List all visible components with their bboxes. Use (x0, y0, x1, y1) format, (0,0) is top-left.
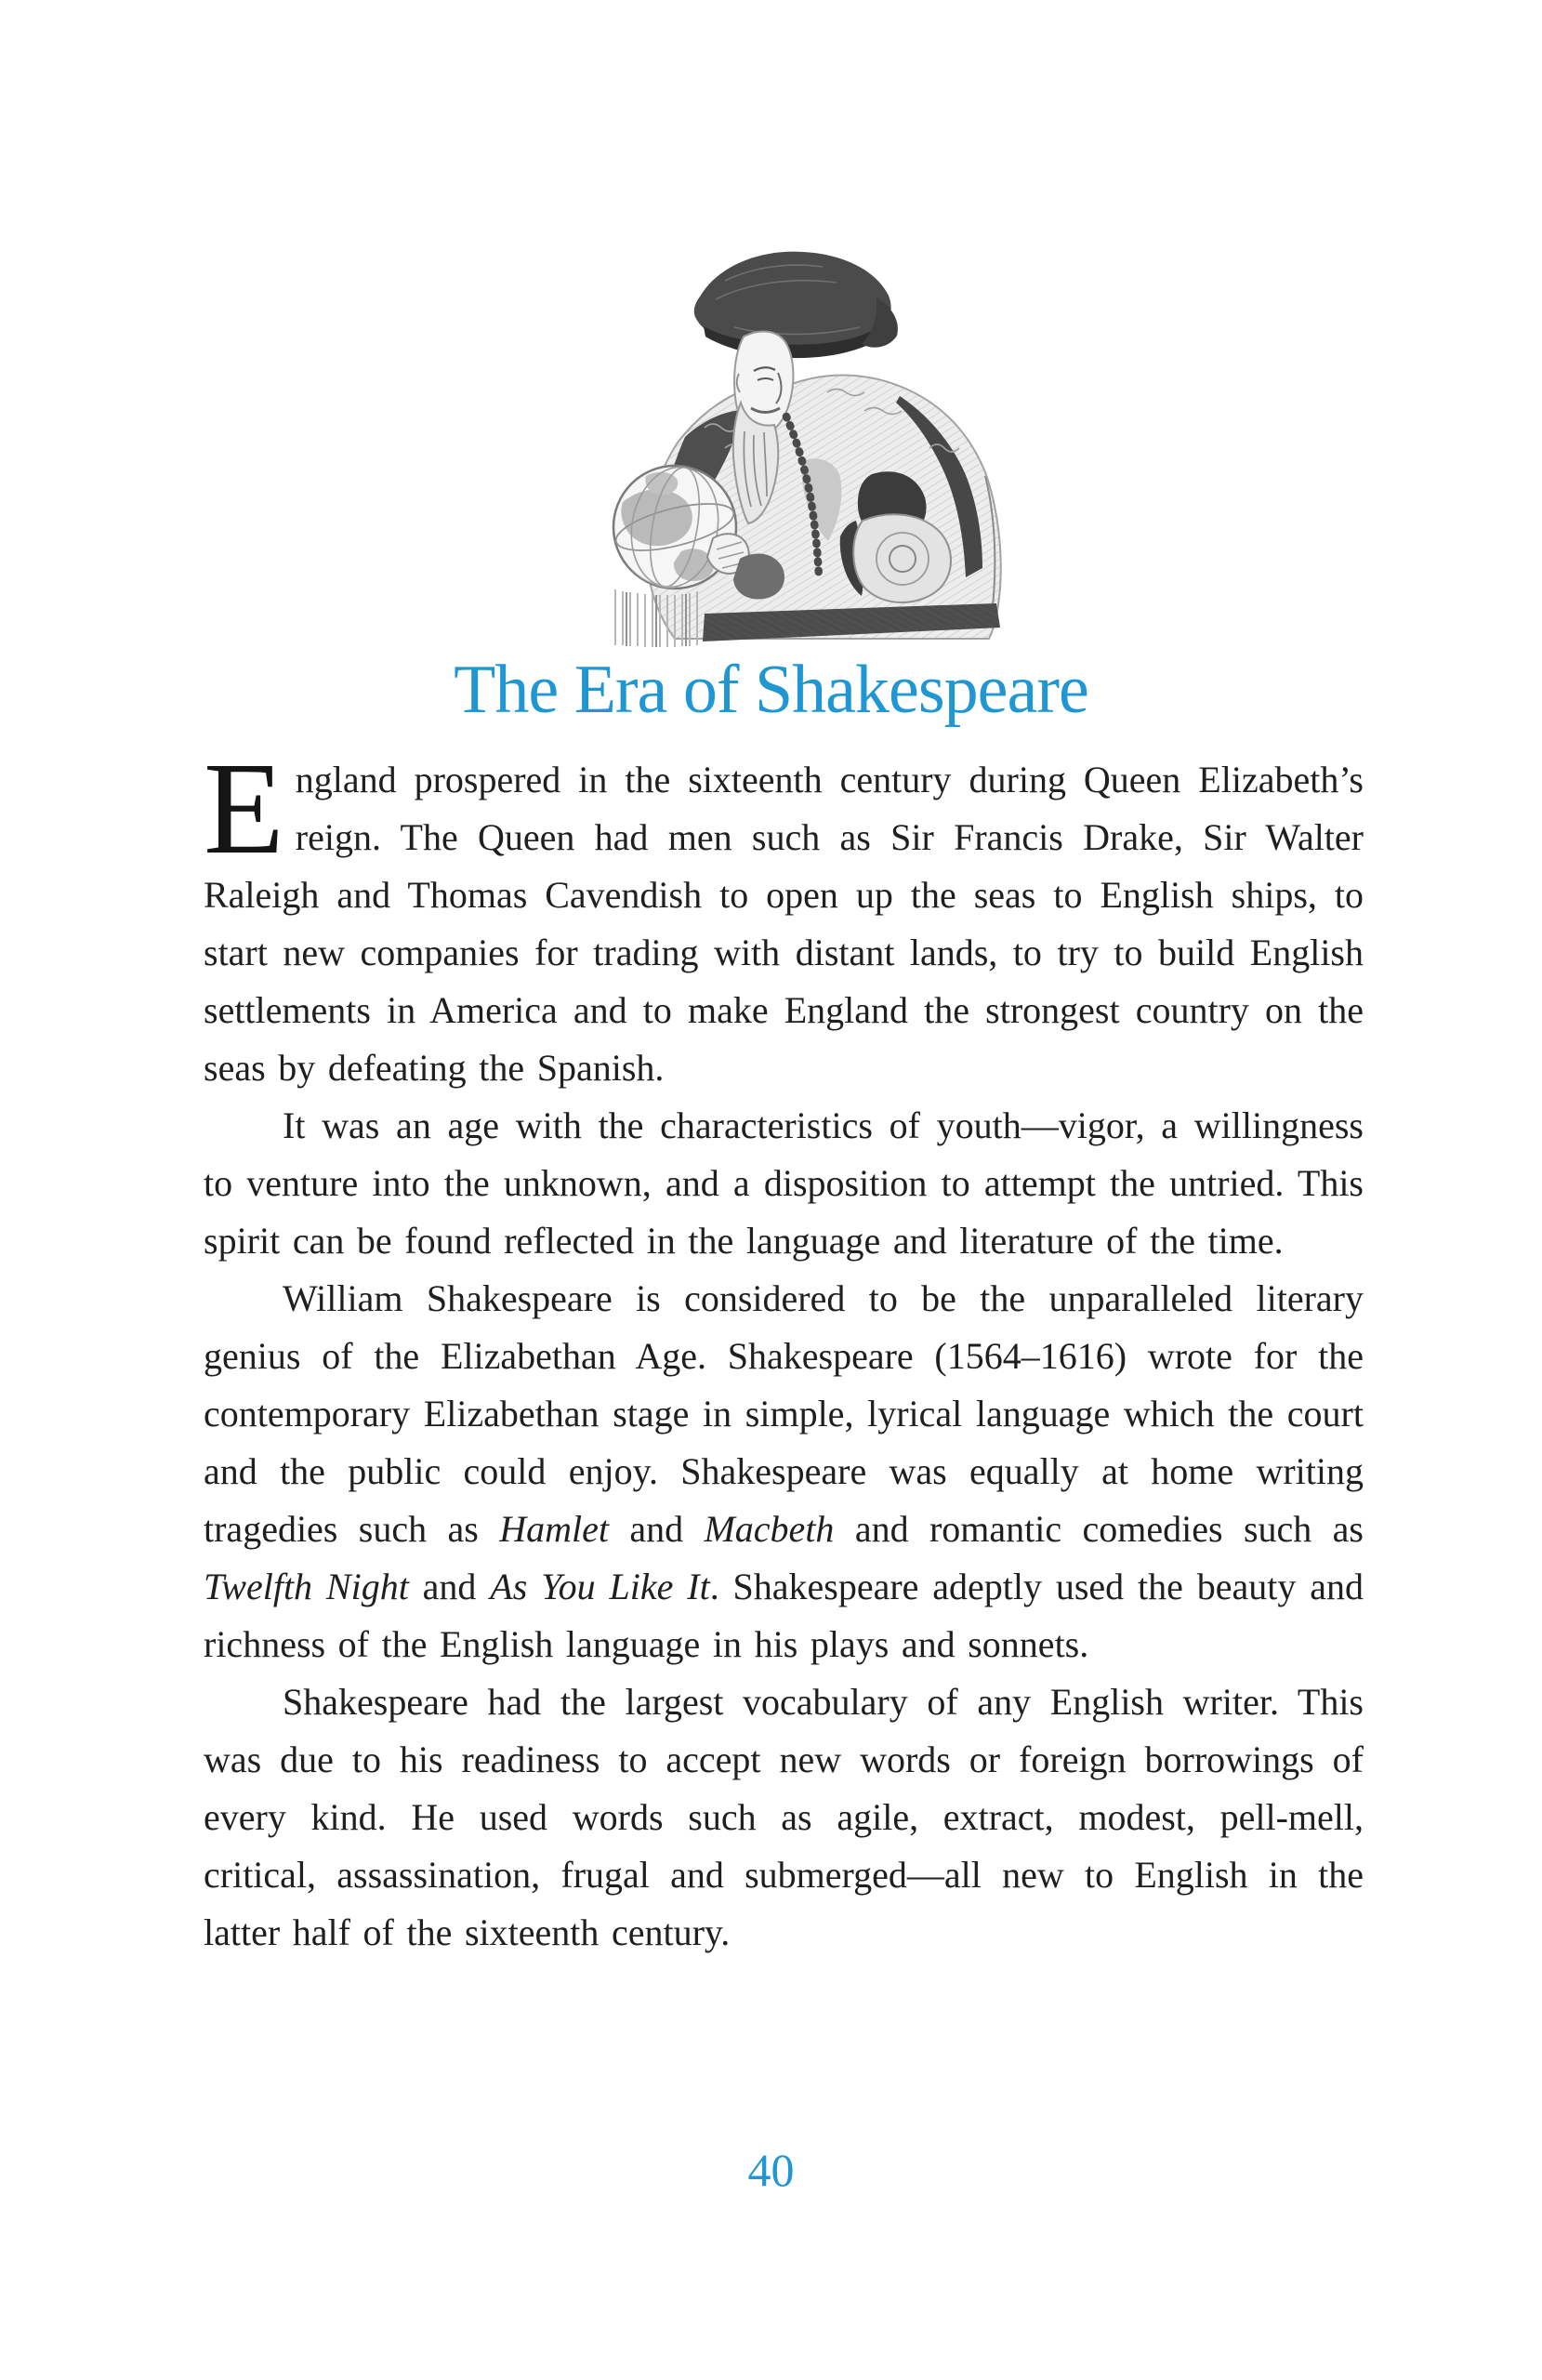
pencil-sketch-man-with-globe-illustration (595, 244, 1013, 649)
fur-sleeve-sketch (840, 514, 951, 602)
page-title: The Era of Shakespeare (454, 652, 1088, 728)
illustration-elizabethan-man (595, 244, 1013, 649)
italic-text-run: Twelfth Night (204, 1566, 409, 1607)
text-run: . Shakespeare adeptly used the beauty and richness of the English language in his plays and sonnets. (204, 1566, 1364, 1665)
drop-cap: E (204, 734, 284, 881)
page-number: 40 (747, 2144, 795, 2196)
body-text (204, 734, 1364, 1962)
text-run: It was an age with the characteristics of youth—vigor, a willingness to venture into the unknown, and a disposition to attempt the untried. This spirit can be found reflected in the language and literature of the time. (204, 1104, 1364, 1262)
text-run: and (608, 1508, 705, 1550)
italic-text-run: As You Like It (490, 1566, 710, 1607)
paragraph (204, 734, 1364, 1097)
text-run: and (408, 1566, 491, 1607)
italic-text-run: Hamlet (499, 1508, 609, 1550)
text-run: William Shakespeare is considered to be the unparalleled literary genius of the Elizabethan Age. Shakespeare (1564–1616) wrote for the contemporary Elizabethan stage in simple, lyrical language which the court and the public could enjoy. Shakespeare was equally at home writing tragedies such as (204, 1277, 1364, 1550)
text-run: and romantic comedies such as (834, 1508, 1364, 1550)
paragraph (204, 1097, 1364, 1270)
text-run: ngland prospered in the sixteenth century during Queen Elizabeth’s reign. The Queen had men such as Sir Francis Drake, Sir Walter Raleigh and Thomas Cavendish to open up the seas to English ships, to start new companies for trading with distant lands, to try to build English settlements in America and to make England the strongest country on the seas by defeating the Spanish. (204, 759, 1364, 1089)
text-run: Shakespeare had the largest vocabulary of any English writer. This was due to his readiness to accept new words or foreign borrowings of every kind. He used words such as agile, extract, modest, pell-mell, critical, assassination, frugal and submerged—all new to English in the latter half of the sixteenth century. (204, 1681, 1364, 1953)
flat-cap-sketch (694, 252, 898, 358)
paragraph (204, 1270, 1364, 1673)
italic-text-run: Macbeth (704, 1508, 835, 1550)
paragraph (204, 1673, 1364, 1962)
